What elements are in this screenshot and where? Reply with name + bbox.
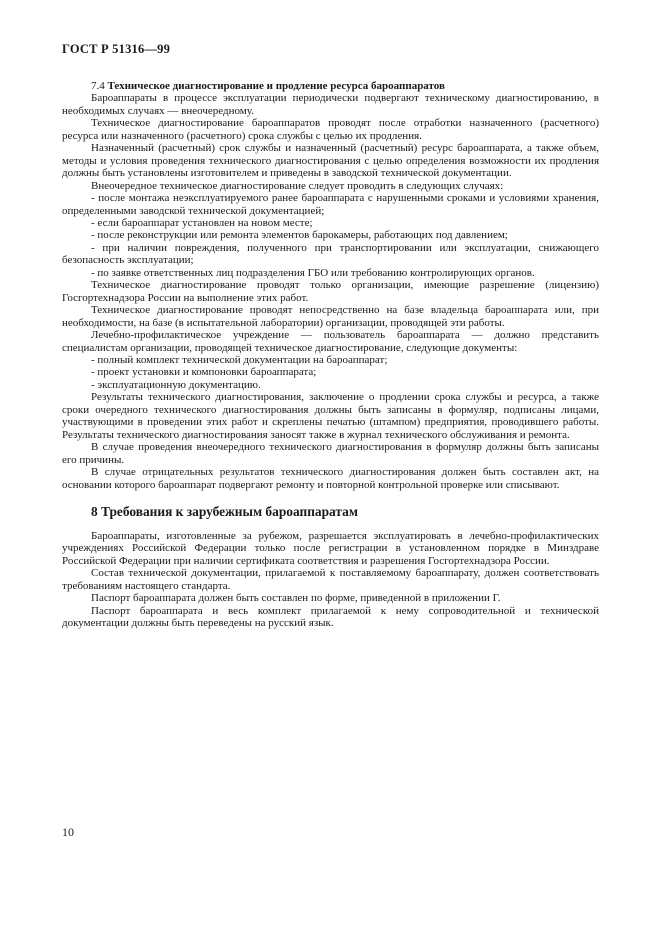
paragraph: Паспорт бароаппарата должен быть составлен по форме, приведенной в приложении Г. [91, 592, 501, 605]
list-item: - после монтажа неэксплуатируемого ранее бароаппарата с нарушенными сроками и условиями хранения, определенными заводской технической документацией; [62, 192, 599, 217]
list-item: - по заявке ответственных лиц подразделения ГБО или требованию контролирующих органов. [91, 266, 535, 279]
section-heading: 8 Требования к зарубежным бароаппаратам [91, 503, 358, 519]
paragraph: В случае отрицательных результатов технического диагностирования должен быть составлен акт, на основании которого бароаппарат подвергают ремонту и повторной контрольной проверке или списывают. [62, 466, 599, 491]
document-header: ГОСТ Р 51316—99 [62, 42, 171, 56]
list-item: - полный комплект технической документации на бароаппарат; [91, 353, 388, 366]
subsection-number: 7.4 [91, 80, 105, 92]
paragraph: Внеочередное техническое диагностирование следует проводить в следующих случаях: [91, 179, 504, 192]
list-item: - эксплуатационную документацию. [91, 378, 261, 391]
list-item: - проект установки и компоновки бароаппарата; [91, 366, 317, 379]
paragraph: Техническое диагностирование проводят только организации, имеющие разрешение (лицензию) Госгортехнадзора России на выполнение этих работ. [62, 279, 599, 304]
paragraph: Паспорт бароаппарата и весь комплект прилагаемой к нему сопроводительной и технической документации должны быть переведены на русский язык. [62, 604, 599, 630]
paragraph: В случае проведения внеочередного технического диагностирования в формуляр должны быть записаны его причины. [62, 441, 599, 466]
subsection-heading [62, 80, 599, 92]
paragraph: Техническое диагностирование проводят непосредственно на базе владельца бароаппарата или, при необходимости, на базе (в испытательной лаборатории) организации, проводящей эти работы. [62, 304, 599, 329]
page-body [62, 80, 599, 630]
list-item: - если бароаппарат установлен на новом месте; [91, 216, 313, 229]
list-item: - после реконструкции или ремонта элементов барокамеры, работающих под давлением; [91, 229, 508, 242]
paragraph: Назначенный (расчетный) срок службы и назначенный (расчетный) ресурс бароаппарата, а также объем, методы и условия проведения технического диагностирования с целью определения возможности их продления должны быть установлены изготовителем и приведены в заводской технической документации. [62, 142, 599, 180]
paragraph: Состав технической документации, прилагаемой к поставляемому бароаппарату, должен соответствовать требованиям настоящего стандарта. [62, 567, 599, 592]
paragraph: Результаты технического диагностирования, заключение о продлении срока службы и ресурса, а также сроки очередного технического диагностирования должны быть записаны в формуляр, подписаны лицами, участвующими в проведении этих работ и скреплены печатью (штампом) предприятия, проводившего работы. Результаты технического диагностирования заносят также в журнал технического обслуживания и ремонта. [62, 391, 599, 441]
paragraph: Лечебно-профилактическое учреждение — пользователь бароаппарата — должно представить специалистам организации, проводящей техническое диагностирование, следующие документы: [62, 329, 599, 354]
page-number: 10 [62, 825, 74, 839]
subsection-title: Техническое диагностирование и продление ресурса бароаппаратов [107, 80, 445, 92]
list-item: - при наличии повреждения, полученного при транспортировании или эксплуатации, снижающего безопасность эксплуатации; [62, 241, 599, 267]
paragraph: Техническое диагностирование бароаппаратов проводят после отработки назначенного (расчетного) ресурса или назначенного (расчетного) срока службы с целью их продления. [62, 117, 599, 142]
paragraph: Бароаппараты в процессе эксплуатации периодически подвергают техническому диагностированию, в необходимых случаях — внеочередному. [62, 92, 599, 117]
paragraph: Бароаппараты, изготовленные за рубежом, разрешается эксплуатировать в лечебно-профилактических учреждениях Российской Федерации только после регистрации в установленном порядке в Минздраве Российской Федерации при наличии сертификата соответствия и разрешения Госгортехнадзора России. [62, 529, 599, 567]
